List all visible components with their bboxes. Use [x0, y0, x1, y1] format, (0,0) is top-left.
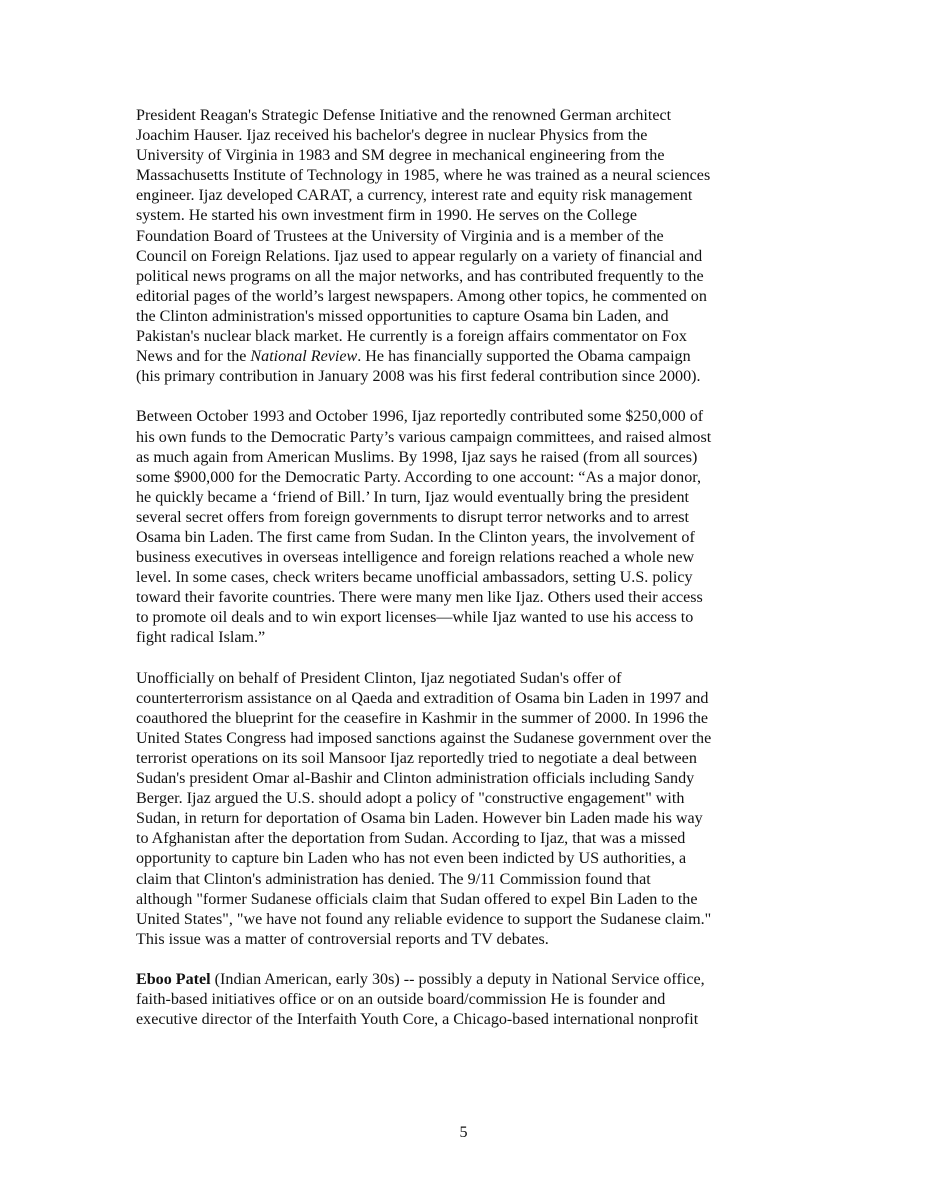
text-line: (his primary contribution in January 2008 was his first federal contribution since 2000).: [136, 368, 701, 386]
text-line: coauthored the blueprint for the ceasefire in Kashmir in the summer of 2000. In 1996 the: [136, 709, 709, 727]
text-line: Sudan, in return for deportation of Osama bin Laden. However bin Laden made his way: [136, 810, 703, 828]
text-line: fight radical Islam.”: [136, 629, 266, 647]
text-line: terrorist operations on its soil Mansoor Ijaz reportedly tried to negotiate a deal between: [136, 750, 697, 767]
text-line: he quickly became a ‘friend of Bill.’ In turn, Ijaz would eventually bring the president: [136, 488, 689, 506]
text-line: President Reagan's Strategic Defense Initiative and the renowned German architect: [136, 107, 672, 124]
publication-title: National Review: [250, 348, 358, 366]
text-line: system. He started his own investment firm in 1990. He serves on the College: [136, 207, 638, 225]
text-line: toward their favorite countries. There were many men like Ijaz. Others used their access: [136, 589, 703, 607]
text-segment: (Indian American, early 30s) -- possibly a deputy in National Service office,: [210, 971, 705, 989]
text-line: several secret offers from foreign governments to disrupt terror networks and to arrest: [136, 508, 689, 526]
text-line: engineer. Ijaz developed CARAT, a currency, interest rate and equity risk management: [136, 187, 693, 205]
text-line: Council on Foreign Relations. Ijaz used to appear regularly on a variety of financial and: [136, 247, 703, 265]
document-page: [136, 106, 796, 1050]
text-line: Joachim Hauser. Ijaz received his bachelor's degree in nuclear Physics from the: [136, 127, 648, 145]
text-line: [136, 970, 796, 990]
text-line: although "former Sudanese officials claim that Sudan offered to expel Bin Laden to the: [136, 890, 698, 908]
text-segment: . He has financially supported the Obama campaign: [357, 348, 691, 366]
text-line: Sudan's president Omar al-Bashir and Clinton administration officials including Sandy: [136, 770, 695, 788]
text-line: business executives in overseas intelligence and foreign relations reached a whole new: [136, 549, 695, 567]
text-line: United States", "we have not found any reliable evidence to support the Sudanese claim.": [136, 910, 712, 928]
text-line: faith-based initiatives office or on an outside board/commission He is founder and: [136, 991, 666, 1009]
text-line: [136, 347, 796, 367]
paragraph-eboo-patel: [136, 970, 796, 1030]
text-line: Berger. Ijaz argued the U.S. should adopt a policy of "constructive engagement" with: [136, 790, 685, 808]
text-line: claim that Clinton's administration has denied. The 9/11 Commission found that: [136, 870, 651, 888]
paragraph-sudan: [136, 669, 796, 950]
text-line: Osama bin Laden. The first came from Sudan. In the Clinton years, the involvement of: [136, 528, 695, 546]
text-line: as much again from American Muslims. By 1998, Ijaz says he raised (from all sources): [136, 448, 698, 466]
text-line: Unofficially on behalf of President Clinton, Ijaz negotiated Sudan's offer of: [136, 669, 622, 687]
text-line: executive director of the Interfaith Youth Core, a Chicago-based international nonprofit: [136, 1011, 699, 1029]
text-line: Pakistan's nuclear black market. He currently is a foreign affairs commentator on Fox: [136, 328, 687, 346]
text-line: some $900,000 for the Democratic Party. According to one account: “As a major donor,: [136, 468, 702, 486]
text-line: to promote oil deals and to win export licenses—while Ijaz wanted to use his access to: [136, 609, 694, 627]
page-number: 5: [459, 1124, 468, 1141]
text-line: editorial pages of the world’s largest newspapers. Among other topics, he commented on: [136, 287, 707, 305]
text-line: his own funds to the Democratic Party’s various campaign committees, and raised almost: [136, 428, 712, 446]
text-line: to Afghanistan after the deportation from Sudan. According to Ijaz, that was a missed: [136, 830, 686, 848]
text-line: This issue was a matter of controversial reports and TV debates.: [136, 930, 549, 948]
text-line: Foundation Board of Trustees at the University of Virginia and is a member of the: [136, 227, 664, 245]
person-name: Eboo Patel: [136, 971, 211, 989]
text-line: opportunity to capture bin Laden who has not even been indicted by US authorities, a: [136, 850, 687, 868]
text-line: the Clinton administration's missed opportunities to capture Osama bin Laden, and: [136, 307, 669, 325]
text-line: Massachusetts Institute of Technology in 1985, where he was trained as a neural sciences: [136, 167, 711, 185]
text-line: political news programs on all the major networks, and has contributed frequently to the: [136, 267, 704, 285]
text-segment: News and for the: [136, 348, 251, 366]
paragraph-ijaz-background: [136, 106, 796, 387]
text-line: counterterrorism assistance on al Qaeda and extradition of Osama bin Laden in 1997 and: [136, 689, 709, 707]
text-line: Between October 1993 and October 1996, Ijaz reportedly contributed some $250,000 of: [136, 408, 704, 426]
text-line: United States Congress had imposed sanctions against the Sudanese government over the: [136, 729, 712, 747]
paragraph-donations: [136, 407, 796, 648]
text-line: University of Virginia in 1983 and SM degree in mechanical engineering from the: [136, 147, 665, 165]
text-line: level. In some cases, check writers became unofficial ambassadors, setting U.S. policy: [136, 569, 693, 587]
